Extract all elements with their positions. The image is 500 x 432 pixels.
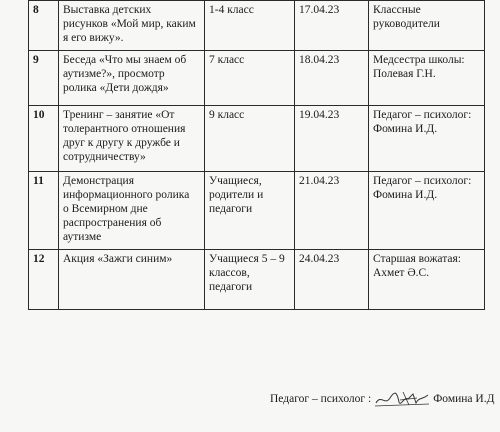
audience-text: 9 класс [209, 109, 245, 121]
events-table [28, 0, 485, 310]
event-text: Тренинг – занятие «От толерантного отношения друг к другу к дружбе и сотрудничеству» [63, 109, 186, 163]
responsible-text: Медсестра школы: Полевая Г.Н. [373, 54, 465, 80]
responsible-cell [369, 250, 485, 310]
responsible-text: Классные руководители [373, 4, 440, 30]
responsible-cell [369, 106, 485, 172]
table-row [29, 250, 485, 310]
audience-cell [205, 172, 295, 250]
row-number: 8 [29, 1, 59, 51]
responsible-text: Педагог – психолог: Фомина И.Д. [373, 109, 472, 135]
handwritten-signature [373, 388, 431, 410]
table-row [29, 172, 485, 250]
responsible-cell [369, 172, 485, 250]
signatory-role: Педагог – психолог : [270, 393, 372, 405]
responsible-text: Старшая вожатая: Ахмет Ә.С. [373, 253, 461, 279]
event-text: Беседа «Что мы знаем об аутизме?», просмотр ролика «Дети дождя» [63, 54, 187, 94]
date-cell: 24.04.23 [295, 250, 369, 310]
event-text: Выставка детских рисунков «Мой мир, каким я его вижу». [63, 4, 196, 44]
event-cell [59, 250, 205, 310]
event-cell [59, 51, 205, 106]
audience-text: 1-4 класс [209, 4, 254, 16]
row-number: 10 [29, 106, 59, 172]
date-cell: 17.04.23 [295, 1, 369, 51]
row-number: 11 [29, 172, 59, 250]
signatory-name: Фомина И.Д [433, 393, 495, 405]
date-cell: 18.04.23 [295, 51, 369, 106]
table-row [29, 1, 485, 51]
audience-cell [205, 1, 295, 51]
audience-text: 7 класс [209, 54, 245, 66]
event-text: Демонстрация информационного ролика о Всемирном дне распространения об аутизме [63, 175, 190, 243]
event-text: Акция «Зажги синим» [63, 253, 173, 265]
audience-text: Учащиеся 5 – 9 классов, педагоги [209, 253, 285, 293]
table-row [29, 106, 485, 172]
signature-line [270, 388, 494, 410]
audience-cell [205, 250, 295, 310]
date-cell: 21.04.23 [295, 172, 369, 250]
audience-cell [205, 106, 295, 172]
responsible-text: Педагог – психолог: Фомина И.Д. [373, 175, 472, 201]
event-cell [59, 1, 205, 51]
row-number: 9 [29, 51, 59, 106]
audience-cell [205, 51, 295, 106]
event-cell [59, 106, 205, 172]
audience-text: Учащиеся, родители и педагоги [209, 175, 264, 215]
responsible-cell [369, 51, 485, 106]
row-number: 12 [29, 250, 59, 310]
date-cell: 19.04.23 [295, 106, 369, 172]
event-cell [59, 172, 205, 250]
table-row [29, 51, 485, 106]
responsible-cell [369, 1, 485, 51]
